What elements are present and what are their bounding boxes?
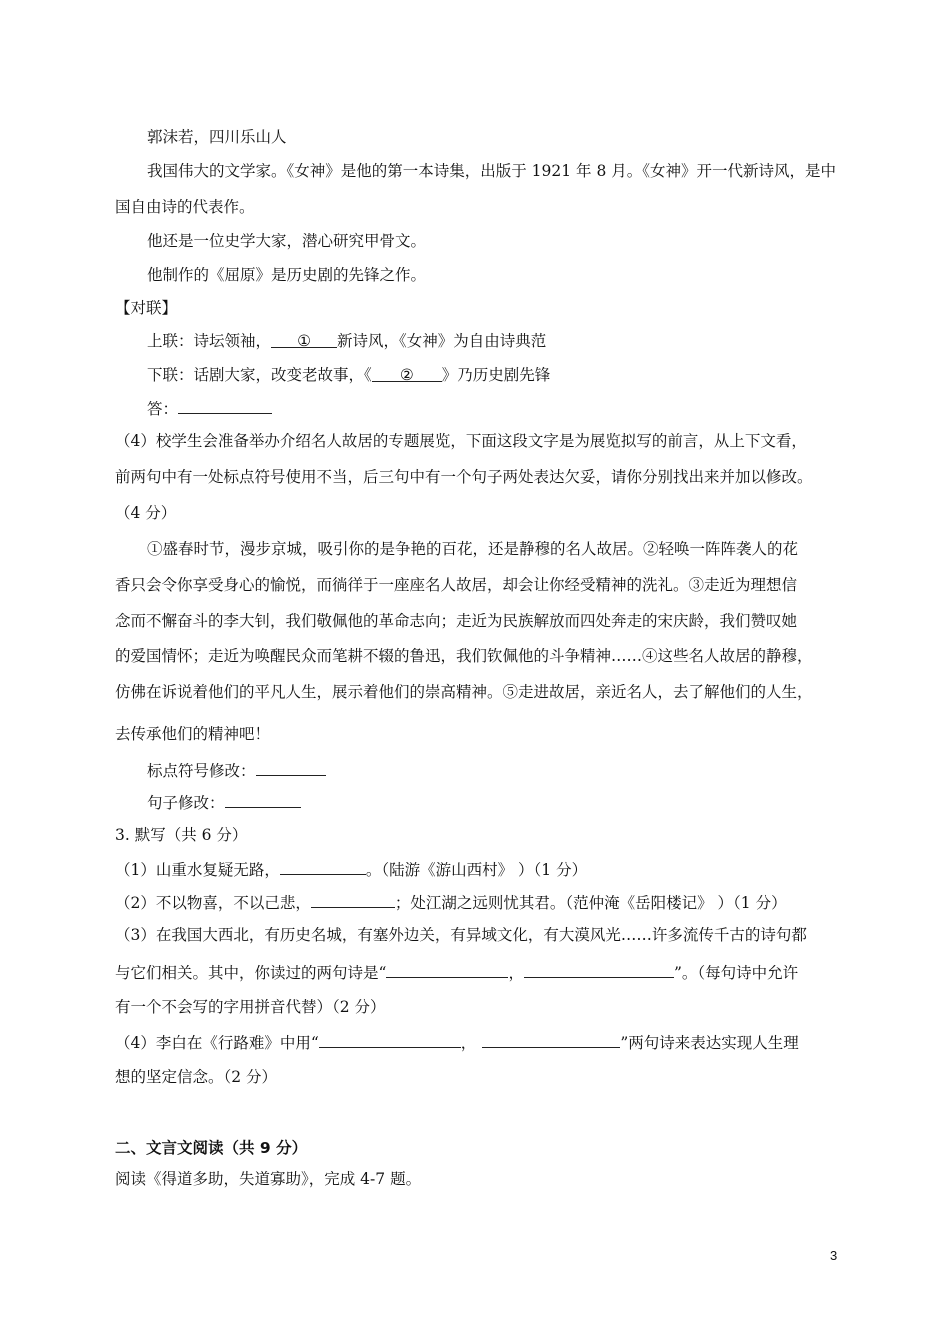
q3-3-blank-a[interactable] (386, 960, 508, 978)
section-heading: 二、文言文阅读（共 9 分） (115, 1139, 308, 1157)
q3-item-1 (115, 857, 587, 881)
q4-passage: 念而不懈奋斗的李大钊，我们敬佩他的革命志向；走近为民族解放而四处奔走的宋庆龄，我们赞叹她 (115, 612, 798, 630)
q4-score: （4 分） (115, 504, 177, 522)
q4-prompt: （4）校学生会准备举办介绍名人故居的专题展览，下面这段文字是为展览拟写的前言，从上下文看， (115, 432, 807, 450)
q3-item-4 (115, 1030, 799, 1054)
bio-line: 我国伟大的文学家。《女神》是他的第一本诗集，出版于 1921 年 8 月。《女神》开一代新诗风，是中 (147, 162, 837, 180)
q3-1-post: 。（陆游《游山西村》 ）（1 分） (365, 861, 588, 879)
q3-4-post: ”两句诗来表达实现人生理 (620, 1034, 799, 1052)
q3-title: 3. 默写（共 6 分） (115, 826, 248, 844)
sentence-fix-label: 句子修改： (147, 794, 225, 812)
bio-line: 郭沫若，四川乐山人 (147, 128, 287, 146)
bio-line: 他还是一位史学大家，潜心研究甲骨文。 (147, 232, 427, 250)
q3-3-post: ”。（每句诗中允许 (673, 964, 799, 982)
q4-passage: 去传承他们的精神吧！ (115, 725, 271, 743)
couplet-lower (147, 364, 550, 386)
q3-4-mid: ， (460, 1034, 477, 1052)
punct-fix (147, 758, 326, 782)
q4-passage: ①盛春时节，漫步京城，吸引你的是争艳的百花，还是静穆的名人故居。②轻唤一阵阵袭人的花 (147, 540, 799, 558)
q4-passage: 香只会令你享受身心的愉悦，而徜徉于一座座名人故居，却会让你经受精神的洗礼。③走近为理想信 (115, 576, 798, 594)
couplet-answer (147, 396, 272, 420)
blank-2[interactable]: ② (372, 364, 442, 382)
bio-line: 国自由诗的代表作。 (115, 198, 255, 216)
q3-item-4: 想的坚定信念。（2 分） (115, 1068, 278, 1086)
q4-passage: 仿佛在诉说着他们的平凡人生，展示着他们的崇高精神。⑤走进故居，亲近名人，去了解他们的人生， (115, 683, 813, 701)
q3-4-blank-b[interactable] (482, 1030, 620, 1048)
q4-prompt: 前两句中有一处标点符号使用不当，后三句中有一个句子两处表达欠妥，请你分别找出来并加以修改。 (115, 468, 813, 486)
q3-item-2 (115, 890, 787, 914)
couplet-lower-pre: 下联：话剧大家，改变老故事，《 (147, 366, 372, 384)
q3-2-pre: （2）不以物喜，不以己悲， (115, 894, 311, 912)
q3-3-blank-b[interactable] (524, 960, 674, 978)
bio-line: 他制作的《屈原》是历史剧的先锋之作。 (147, 266, 427, 284)
q3-item-3: （3）在我国大西北，有历史名城，有塞外边关，有异域文化，有大漠风光……许多流传千古的诗句都 (115, 926, 807, 944)
q3-4-blank-a[interactable] (319, 1030, 461, 1048)
q3-2-blank[interactable] (311, 890, 395, 908)
q3-4-pre: （4）李白在《行路难》中用“ (115, 1034, 319, 1052)
blank-1[interactable]: ① (271, 330, 337, 348)
punct-fix-label: 标点符号修改： (147, 762, 256, 780)
page-number: 3 (830, 1248, 838, 1263)
answer-label: 答： (147, 400, 179, 418)
couplet-upper-pre: 上联：诗坛领袖， (147, 332, 272, 350)
q3-item-3: 有一个不会写的字用拼音代替）（2 分） (115, 998, 386, 1016)
q3-item-3-blanks (115, 960, 798, 984)
sentence-fix-blank[interactable] (225, 790, 301, 808)
section-intro: 阅读《得道多助，失道寡助》，完成 4-7 题。 (115, 1170, 422, 1188)
answer-blank[interactable] (178, 396, 272, 414)
couplet-lower-post: 》乃历史剧先锋 (441, 366, 551, 384)
q3-1-pre: （1）山重水复疑无路， (115, 861, 280, 879)
q3-2-post: ；处江湖之远则忧其君。（范仲淹《岳阳楼记》 ）（1 分） (394, 894, 787, 912)
q3-3-mid: ， (508, 964, 524, 982)
couplet-heading: 【对联】 (115, 299, 178, 317)
sentence-fix (147, 790, 301, 814)
q4-passage: 的爱国情怀；走近为唤醒民众而笔耕不辍的鲁迅，我们钦佩他的斗争精神……④这些名人故居的静穆， (115, 647, 813, 665)
couplet-upper (147, 330, 546, 352)
punct-fix-blank[interactable] (256, 758, 326, 776)
couplet-upper-post: 新诗风，《女神》为自由诗典范 (337, 332, 547, 350)
q3-1-blank[interactable] (280, 857, 366, 875)
q3-3-pre: 与它们相关。其中，你读过的两句诗是“ (115, 964, 387, 982)
